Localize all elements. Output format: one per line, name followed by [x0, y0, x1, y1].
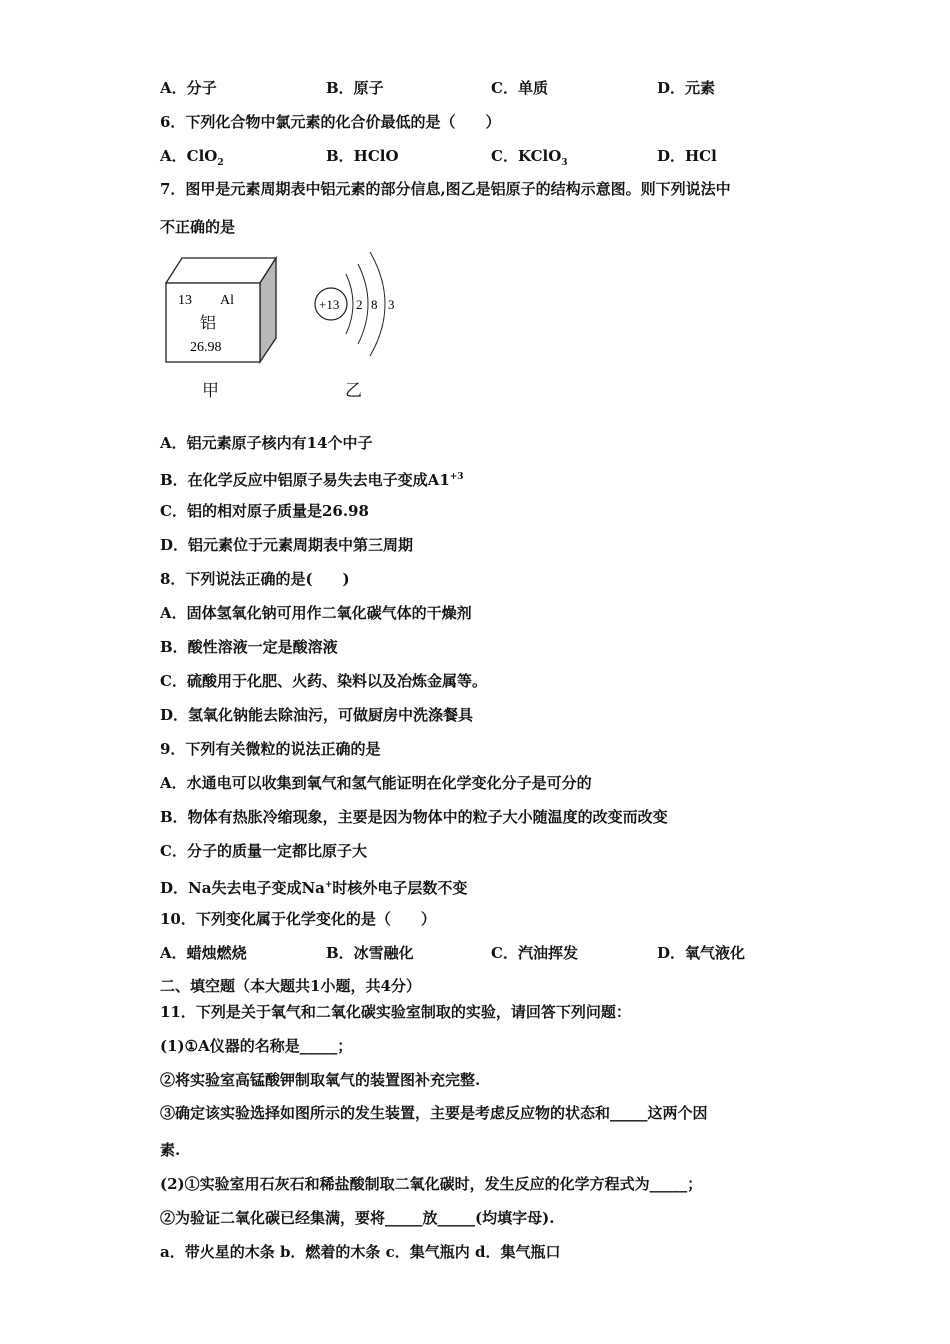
q10-option-d: D．氧气液化	[657, 944, 746, 962]
q5-option-c: C．单质	[491, 79, 548, 97]
shell-1-electrons: 2	[356, 297, 363, 312]
q10-stem: 10．下列变化属于化学变化的是（ ）	[160, 910, 436, 928]
q7-option-a: A．铝元素原子核内有14个中子	[160, 434, 373, 452]
caption-jia: 甲	[202, 381, 219, 401]
section-2-heading: 二、填空题（本大题共1小题，共4分）	[160, 977, 421, 995]
element-symbol: Al	[220, 293, 234, 308]
q8-option-c: C．硫酸用于化肥、火药、染料以及冶炼金属等。	[160, 672, 487, 690]
q7-option-c: C．铝的相对原子质量是26.98	[160, 502, 369, 520]
q11-choices: a．带火星的木条 b．燃着的木条 c．集气瓶内 d．集气瓶口	[160, 1243, 561, 1261]
q9-option-d: D．Na失去电子变成Na+时核外电子层数不变	[160, 879, 468, 897]
shell-2-electrons: 8	[371, 297, 378, 312]
element-name: 铝	[200, 313, 217, 332]
q6-option-b: B．HClO	[326, 147, 399, 165]
q8-option-a: A．固体氢氧化钠可用作二氧化碳气体的干燥剂	[160, 604, 472, 622]
q9-option-b: B．物体有热胀冷缩现象，主要是因为物体中的粒子大小随温度的改变而改变	[160, 808, 668, 826]
caption-yi: 乙	[345, 381, 362, 401]
q11-part1: (1)①A仪器的名称是_____；	[160, 1037, 353, 1055]
q6-stem: 6．下列化合物中氯元素的化合价最低的是（ ）	[160, 113, 501, 131]
q5-option-d: D．元素	[657, 79, 716, 97]
shell-3-electrons: 3	[388, 297, 395, 312]
q7-stem-line2: 不正确的是	[160, 218, 236, 236]
q7-option-d: D．铝元素位于元素周期表中第三周期	[160, 536, 414, 554]
cube-top	[166, 258, 276, 283]
aluminum-diagram	[160, 250, 420, 400]
q11-part3-line1: ③确定该实验选择如图所示的发生装置，主要是考虑反应物的状态和_____这两个因	[160, 1104, 708, 1122]
q8-stem: 8．下列说法正确的是( )	[160, 570, 350, 588]
q6-option-c: C．KClO$_3$	[491, 147, 568, 168]
q6-option-a: A．ClO$_2$	[160, 147, 224, 168]
q10-option-b: B．冰雪融化	[326, 944, 414, 962]
q11-part5: ②为验证二氧化碳已经集满，要将_____放_____(均填字母).	[160, 1209, 555, 1227]
q7-stem-line1: 7．图甲是元素周期表中铝元素的部分信息,图乙是铝原子的结构示意图。则下列说法中	[160, 180, 731, 198]
atomic-mass: 26.98	[190, 340, 222, 355]
nucleus-charge: +13	[319, 297, 340, 312]
atomic-number: 13	[178, 293, 192, 308]
q5-option-b: B．原子	[326, 79, 384, 97]
q11-part3-line2: 素.	[160, 1141, 181, 1159]
q8-option-b: B．酸性溶液一定是酸溶液	[160, 638, 338, 656]
q11-stem: 11．下列是关于氧气和二氧化碳实验室制取的实验，请回答下列问题：	[160, 1003, 631, 1021]
q9-option-a: A．水通电可以收集到氧气和氢气能证明在化学变化分子是可分的	[160, 774, 592, 792]
q7-option-b: B．在化学反应中铝原子易失去电子变成$A1^{+3}$	[160, 471, 464, 489]
q8-option-d: D．氢氧化钠能去除油污，可做厨房中洗涤餐具	[160, 706, 474, 724]
q10-option-c: C．汽油挥发	[491, 944, 578, 962]
q11-part2: ②将实验室高锰酸钾制取氧气的装置图补充完整.	[160, 1071, 481, 1089]
q5-option-a: A．分子	[160, 79, 217, 97]
q6-option-d: D．HCl	[657, 147, 717, 165]
q9-option-c: C．分子的质量一定都比原子大	[160, 842, 367, 860]
q11-part4: (2)①实验室用石灰石和稀盐酸制取二氧化碳时，发生反应的化学方程式为_____；	[160, 1175, 703, 1193]
q9-stem: 9．下列有关微粒的说法正确的是	[160, 740, 381, 758]
q10-option-a: A．蜡烛燃烧	[160, 944, 247, 962]
